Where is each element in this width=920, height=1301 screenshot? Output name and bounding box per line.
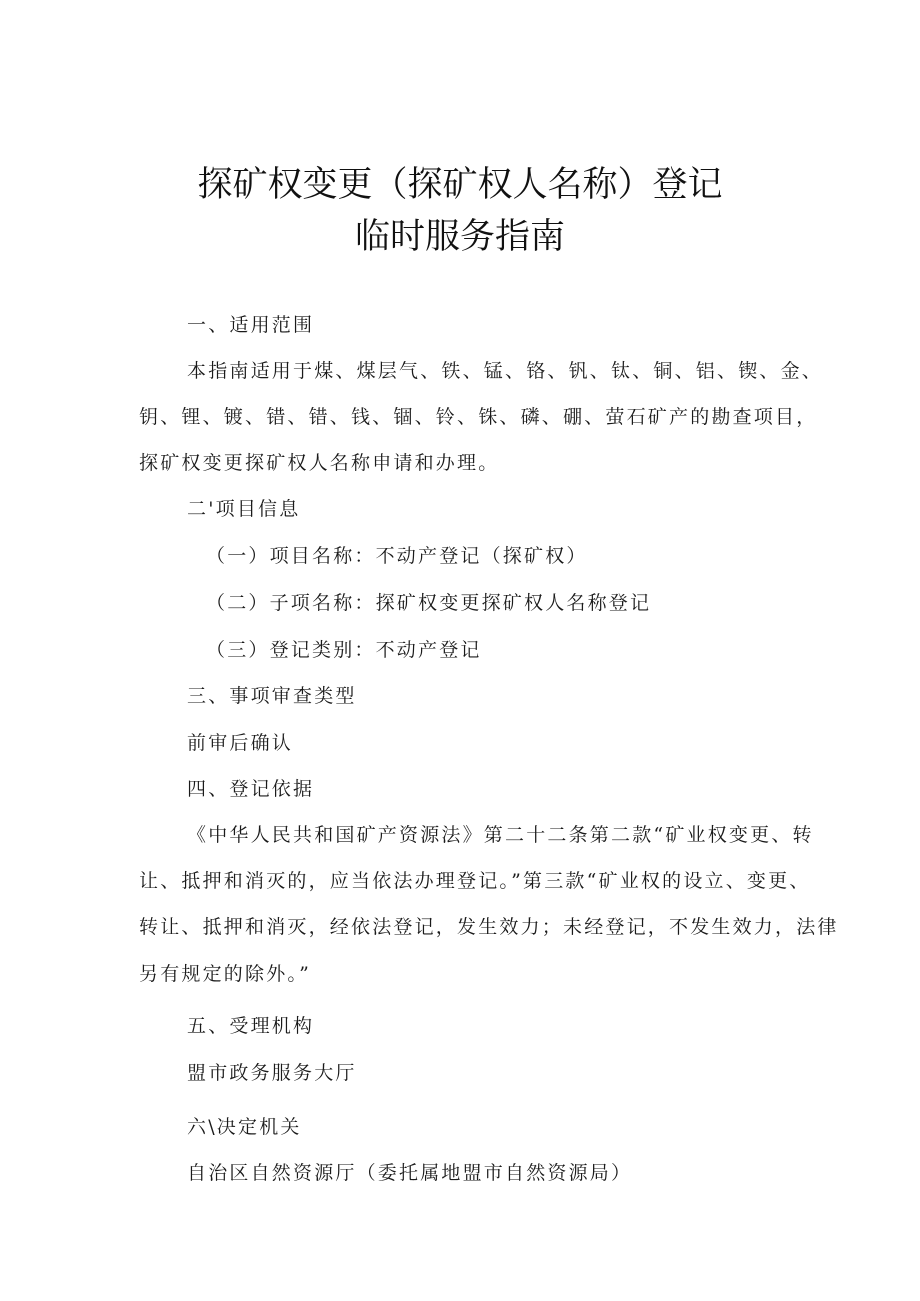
document-title-line-2: 临时服务指南: [354, 217, 565, 257]
section-2-heading: 二'项目信息: [187, 498, 301, 520]
section-3-body: 前审后确认: [187, 732, 294, 754]
section-4-paragraph-line-3: 转让、抵押和消灭，经依法登记，发生效力；未经登记，不发生效力，法律: [139, 916, 839, 938]
section-1-paragraph-line-2: 钥、锂、镀、错、错、钱、锢、铃、铢、磷、硼、萤石矿产的勘查项目，: [139, 406, 818, 428]
section-1-paragraph-line-3: 探矿权变更探矿权人名称申请和办理。: [139, 452, 500, 474]
section-4-paragraph-line-2: 让、抵押和消灭的，应当依法办理登记。”第三款“矿业权的设立、变更、: [139, 870, 811, 892]
section-6-body: 自治区自然资源厅（委托属地盟市自然资源局）: [187, 1162, 633, 1184]
section-2-item-2: （二）子项名称：探矿权变更探矿权人名称登记: [206, 592, 652, 614]
section-2-item-1: （一）项目名称：不动产登记（探矿权）: [206, 545, 588, 567]
section-5-heading: 五、受理机构: [187, 1015, 315, 1037]
section-4-heading: 四、登记依据: [187, 778, 315, 800]
document-title-line-1: 探矿权变更（探矿权人名称）登记: [197, 165, 723, 205]
section-6-heading: 六\决定机关: [187, 1116, 302, 1138]
section-1-heading: 一、适用范围: [187, 314, 315, 336]
section-1-paragraph-line-1: 本指南适用于煤、煤层气、铁、锰、铬、钒、钛、铜、铝、锲、金、: [187, 360, 824, 382]
section-3-heading: 三、事项审查类型: [187, 685, 357, 707]
section-5-body: 盟市政务服务大厅: [187, 1062, 357, 1084]
section-4-paragraph-line-4: 另有规定的除外。”: [139, 963, 312, 985]
section-4-paragraph-line-1: 《中华人民共和国矿产资源法》第二十二条第二款“矿业权变更、转: [187, 824, 814, 846]
section-2-item-3: （三）登记类别：不动产登记: [206, 639, 482, 661]
